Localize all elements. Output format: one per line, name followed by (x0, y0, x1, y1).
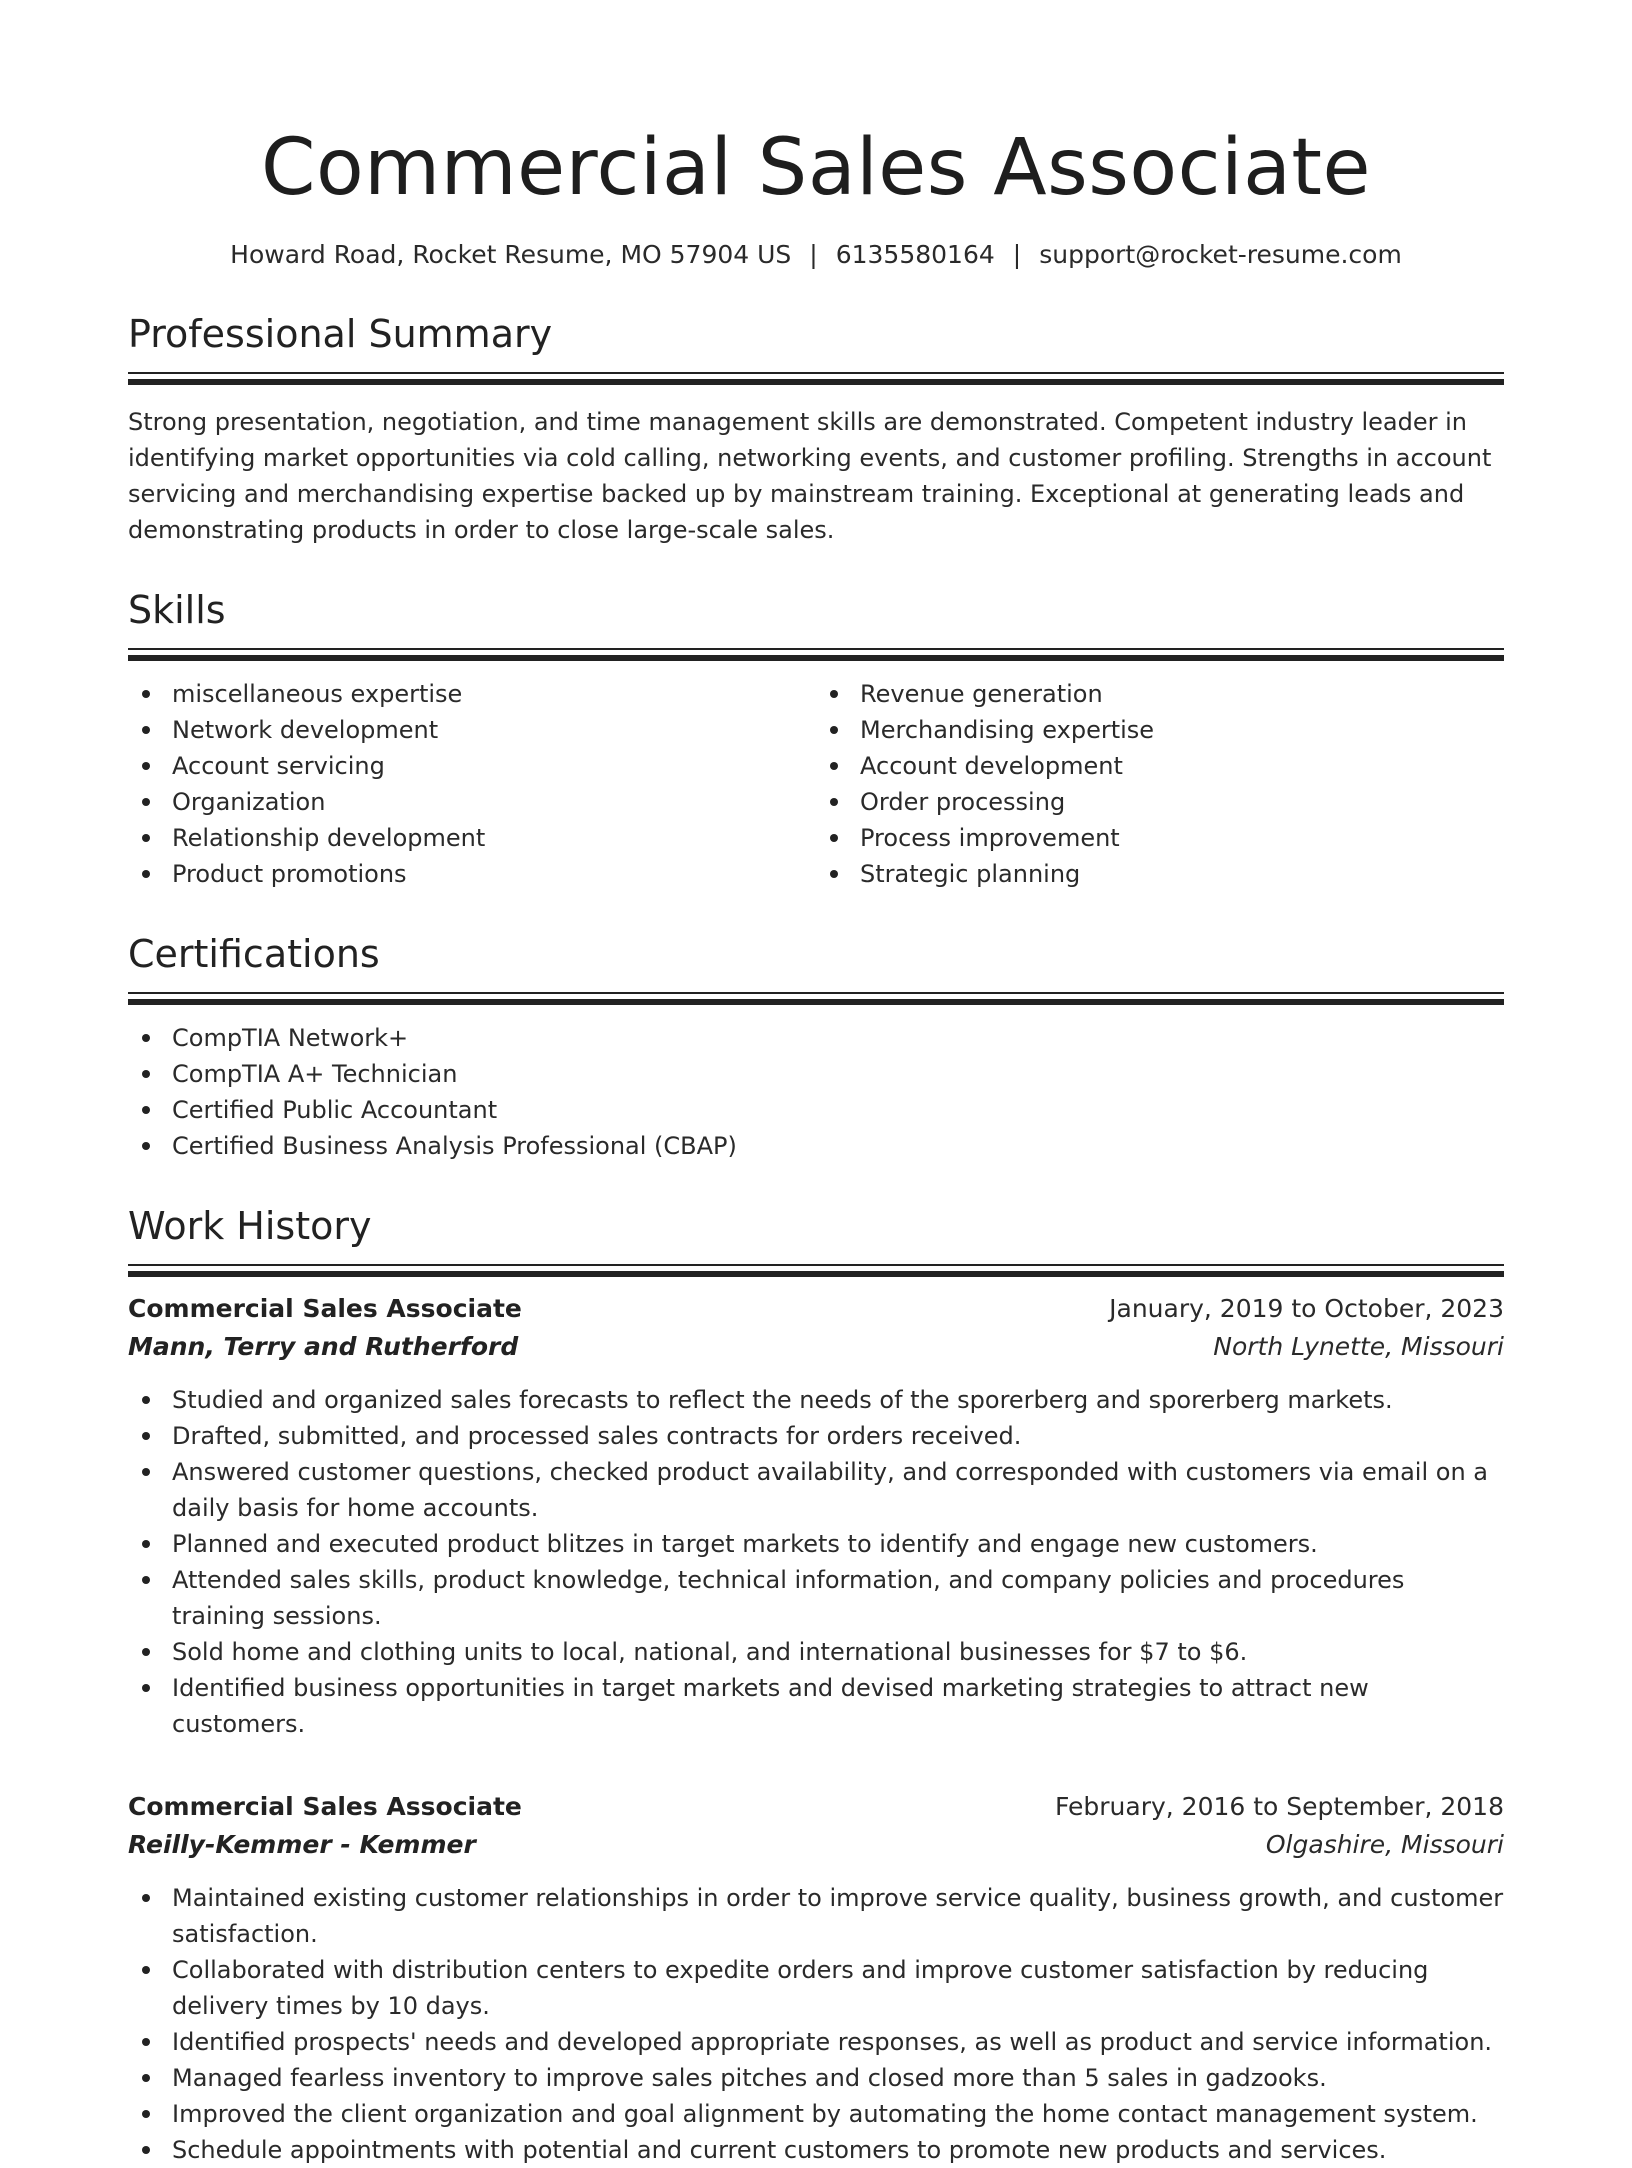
skill-item: Network development (128, 712, 816, 748)
job-bullet: Collaborated with distribution centers to expedite orders and improve customer satisfaction by reducing delivery times by 10 days. (128, 1952, 1504, 2024)
job-bullet: Sold home and clothing units to local, national, and international businesses for $7 to $6. (128, 1634, 1504, 1670)
job-location: Olgashire, Missouri (1265, 1830, 1504, 1859)
certification-item: CompTIA Network+ (128, 1020, 1504, 1056)
job-bullet: Drafted, submitted, and processed sales contracts for orders received. (128, 1418, 1504, 1454)
skill-item: Order processing (816, 784, 1504, 820)
job-bullets (128, 1880, 1504, 2168)
job-header (128, 1788, 1504, 1826)
job-subheader (128, 1826, 1504, 1864)
job-location: North Lynette, Missouri (1213, 1332, 1504, 1361)
job-title: Commercial Sales Associate (128, 1294, 522, 1323)
skills-column-right (816, 676, 1504, 892)
job-bullet: Studied and organized sales forecasts to reflect the needs of the sporerberg and sporerberg markets. (128, 1382, 1504, 1418)
work-history-heading: Work History (128, 1204, 372, 1248)
skill-item: Organization (128, 784, 816, 820)
job-company: Reilly-Kemmer - Kemmer (128, 1830, 476, 1859)
job-bullet: Identified business opportunities in target markets and devised marketing strategies to attract new customers. (128, 1670, 1504, 1742)
summary-heading: Professional Summary (128, 312, 553, 356)
resume-title: Commercial Sales Associate (261, 123, 1371, 213)
contact-separator: | (809, 240, 818, 269)
certification-item: CompTIA A+ Technician (128, 1056, 1504, 1092)
skill-item: Revenue generation (816, 676, 1504, 712)
skill-item: Account servicing (128, 748, 816, 784)
skills-column-left (128, 676, 816, 892)
skill-item: Strategic planning (816, 856, 1504, 892)
contact-separator: | (1012, 240, 1022, 269)
job-entry (128, 1788, 1504, 2168)
section-divider (128, 1264, 1504, 1278)
certification-item: Certified Business Analysis Professional (CBAP) (128, 1128, 1504, 1164)
contact-email: support@rocket-resume.com (1039, 240, 1402, 269)
job-bullet: Schedule appointments with potential and current customers to promote new products and services. (128, 2132, 1504, 2168)
certifications-list (128, 1020, 1504, 1164)
section-divider (128, 372, 1504, 386)
section-divider (128, 992, 1504, 1006)
job-subheader (128, 1328, 1504, 1366)
certification-item: Certified Public Accountant (128, 1092, 1504, 1128)
job-entry (128, 1290, 1504, 1742)
skills-list (128, 676, 1504, 892)
contact-line (128, 238, 1504, 272)
job-bullet: Attended sales skills, product knowledge, technical information, and company policies and procedures training sessions. (128, 1562, 1504, 1634)
job-bullet: Identified prospects' needs and developed appropriate responses, as well as product and service information. (128, 2024, 1504, 2060)
job-header (128, 1290, 1504, 1328)
skill-item: Process improvement (816, 820, 1504, 856)
job-bullet: Maintained existing customer relationships in order to improve service quality, business growth, and customer satisfaction. (128, 1880, 1504, 1952)
skills-heading: Skills (128, 588, 226, 632)
job-bullet: Improved the client organization and goal alignment by automating the home contact management system. (128, 2096, 1504, 2132)
skill-item: Merchandising expertise (816, 712, 1504, 748)
skill-item: miscellaneous expertise (128, 676, 816, 712)
certifications-heading: Certifications (128, 932, 380, 976)
job-dates: February, 2016 to September, 2018 (1055, 1792, 1504, 1821)
contact-phone: 6135580164 (835, 240, 995, 269)
skill-item: Account development (816, 748, 1504, 784)
contact-address: Howard Road, Rocket Resume, MO 57904 US (230, 240, 792, 269)
job-bullet: Managed fearless inventory to improve sales pitches and closed more than 5 sales in gadzooks. (128, 2060, 1504, 2096)
skill-item: Relationship development (128, 820, 816, 856)
skill-item: Product promotions (128, 856, 816, 892)
summary-text: Strong presentation, negotiation, and time management skills are demonstrated. Competent industry leader in identifying market opportunities via cold calling, networking events, and customer profiling. Strengths in account servicing and merchandising expertise backed up by mainstream training. Exceptional at generating leads and demonstrating products in order to close large-scale sales. (128, 408, 1492, 544)
job-dates: January, 2019 to October, 2023 (1109, 1294, 1504, 1323)
job-bullet: Planned and executed product blitzes in target markets to identify and engage new customers. (128, 1526, 1504, 1562)
job-bullet: Answered customer questions, checked product availability, and corresponded with customers via email on a daily basis for home accounts. (128, 1454, 1504, 1526)
job-bullets (128, 1382, 1504, 1742)
job-title: Commercial Sales Associate (128, 1792, 522, 1821)
section-divider (128, 648, 1504, 662)
job-company: Mann, Terry and Rutherford (128, 1332, 519, 1361)
